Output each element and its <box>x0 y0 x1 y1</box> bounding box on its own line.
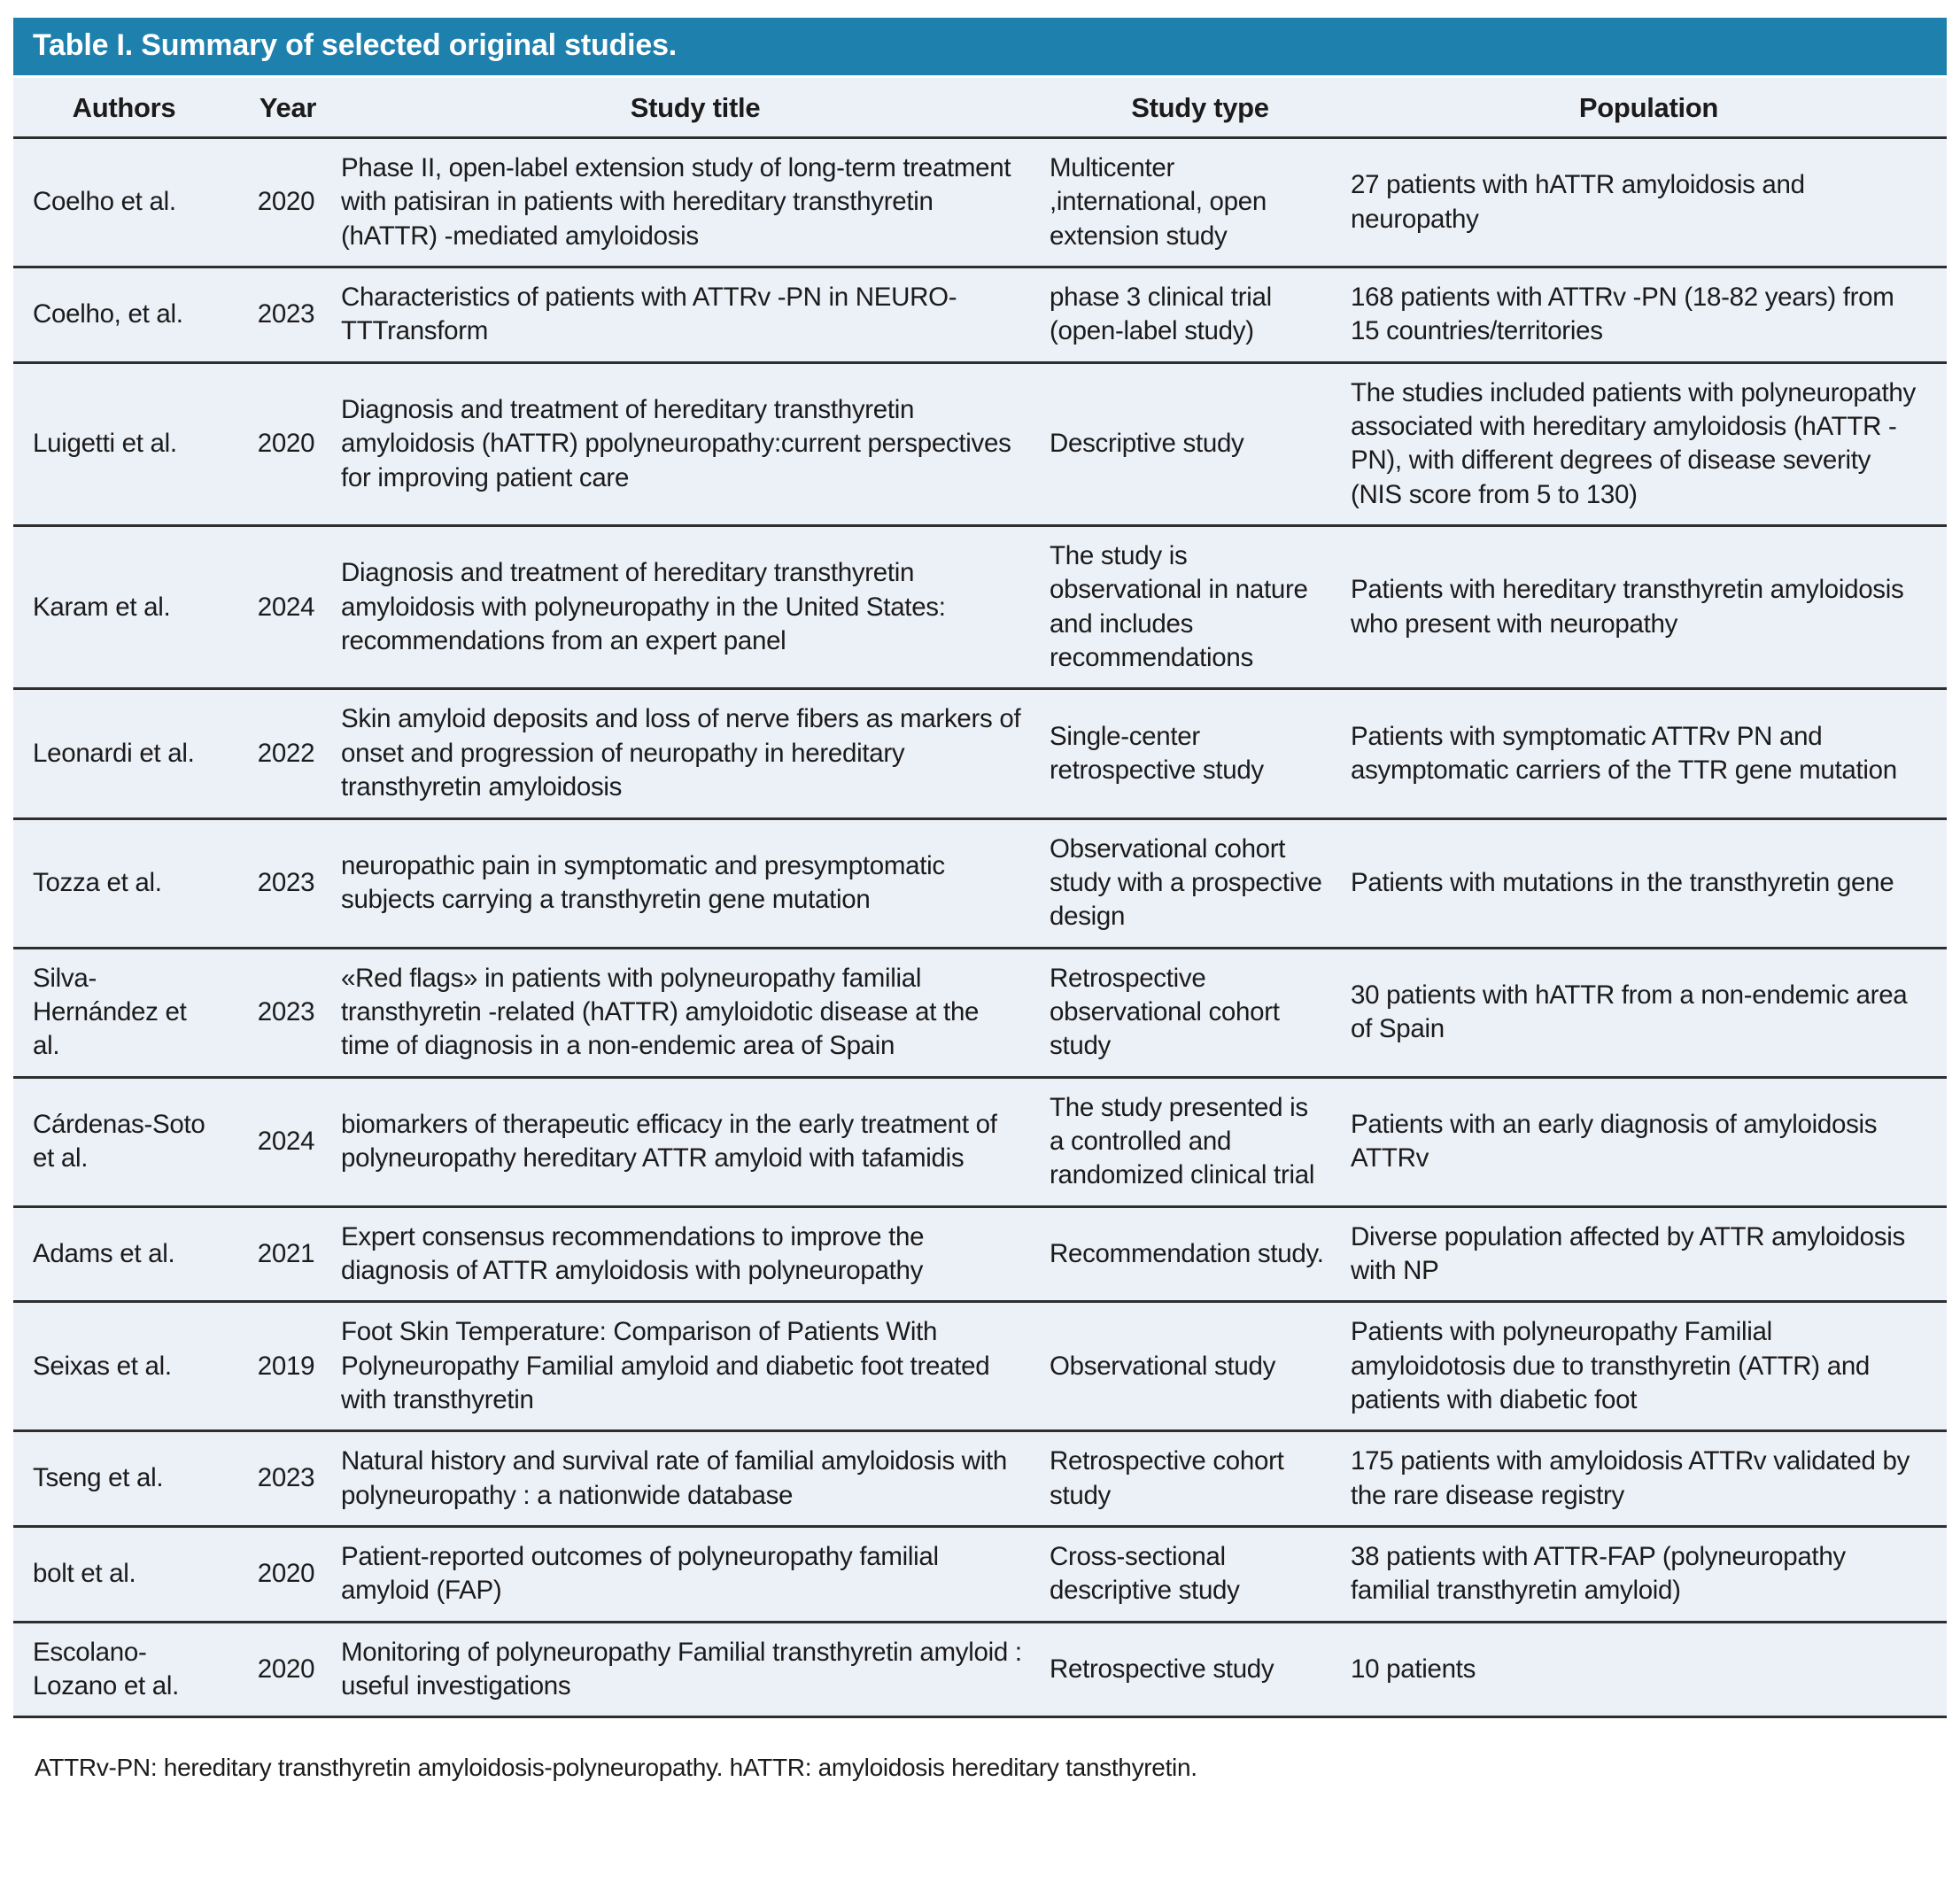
cell-population: The studies included patients with polyneuropathy associated with hereditary amyloidosis (hATTR - PN), with different degrees of disease severity (NIS score from 5 to 130) <box>1351 377 1916 509</box>
cell-year: 2020 <box>257 187 315 217</box>
cell-authors: Escolano-Lozano et al. <box>33 1637 180 1701</box>
cell-year: 2023 <box>257 867 315 897</box>
cell-authors: Leonardi et al. <box>33 738 195 768</box>
studies-table <box>13 78 1947 1718</box>
cell-study-type: Retrospective cohort study <box>1050 1446 1284 1510</box>
table-row <box>13 689 1947 818</box>
cell-authors: Seixas et al. <box>33 1351 172 1381</box>
column-header-title: Study title <box>630 92 761 123</box>
table-title-bar <box>13 18 1947 78</box>
cell-study-type: The study presented is a controlled and randomized clinical trial <box>1050 1092 1315 1190</box>
cell-year: 2023 <box>257 299 315 329</box>
cell-population: 175 patients with amyloidosis ATTRv validated by the rare disease registry <box>1351 1446 1910 1510</box>
cell-year: 2022 <box>257 738 315 768</box>
cell-study-title: Diagnosis and treatment of hereditary transthyretin amyloidosis with polyneuropathy in the United States: recommendations from an expert panel <box>341 558 946 655</box>
cell-population: Patients with an early diagnosis of amyloidosis ATTRv <box>1351 1109 1878 1174</box>
header-row <box>13 78 1947 138</box>
cell-study-type: The study is observational in nature and includes recommendations <box>1050 541 1308 673</box>
table-footnote: ATTRv-PN: hereditary transthyretin amyloidosis-polyneuropathy. hATTR: amyloidosis hereditary tansthyretin. <box>13 1718 1947 1809</box>
cell-authors: Coelho et al. <box>33 187 176 217</box>
cell-authors: Luigetti et al. <box>33 429 177 459</box>
cell-study-title: biomarkers of therapeutic efficacy in the early treatment of polyneuropathy hereditary ATTR amyloid with tafamidis <box>341 1109 997 1174</box>
cell-study-type: Retrospective study <box>1050 1654 1274 1684</box>
cell-study-type: Observational cohort study with a prospective design <box>1050 833 1322 932</box>
table-row <box>13 526 1947 689</box>
cell-study-type: Multicenter ,international, open extension study <box>1050 153 1267 251</box>
table-row <box>13 1206 1947 1302</box>
cell-study-type: Retrospective observational cohort study <box>1050 963 1280 1061</box>
cell-study-type: Observational study <box>1050 1351 1276 1381</box>
table-row <box>13 1077 1947 1206</box>
cell-study-type: phase 3 clinical trial (open-label study) <box>1050 283 1272 346</box>
cell-year: 2020 <box>257 429 315 459</box>
table-title: Table I. Summary of selected original studies. <box>33 28 678 62</box>
table-row <box>13 1431 1947 1527</box>
table-row <box>13 818 1947 948</box>
cell-authors: bolt et al. <box>33 1559 136 1589</box>
cell-population: Diverse population affected by ATTR amyloidosis with NP <box>1351 1221 1905 1285</box>
table-row <box>13 138 1947 267</box>
table-row <box>13 1527 1947 1623</box>
table-row <box>13 948 1947 1077</box>
cell-study-title: Phase II, open-label extension study of long-term treatment with patisiran in patients with hereditary transthyretin (hATTR) -mediated amyloidosis <box>341 153 1011 251</box>
cell-population: 38 patients with ATTR-FAP (polyneuropathy familial transthyretin amyloid) <box>1351 1542 1846 1606</box>
cell-study-title: neuropathic pain in symptomatic and presymptomatic subjects carrying a transthyretin gene mutation <box>341 850 945 915</box>
cell-population: Patients with mutations in the transthyretin gene <box>1351 867 1894 897</box>
cell-authors: Tozza et al. <box>33 867 162 897</box>
cell-study-title: «Red flags» in patients with polyneuropathy familial transthyretin -related (hATTR) amyloidotic disease at the time of diagnosis in a non-endemic area of Spain <box>341 963 980 1061</box>
cell-study-title: Diagnosis and treatment of hereditary transthyretin amyloidosis (hATTR) ppolyneuropathy:current perspectives for improving patient care <box>341 394 1011 492</box>
column-header-year: Year <box>259 92 317 123</box>
cell-study-title: Natural history and survival rate of familial amyloidosis with polyneuropathy : a nationwide database <box>341 1446 1007 1510</box>
cell-population: Patients with symptomatic ATTRv PN and asymptomatic carriers of the TTR gene mutation <box>1351 721 1897 785</box>
table-row <box>13 362 1947 525</box>
cell-population: 10 patients <box>1351 1654 1476 1684</box>
cell-study-type: Single-center retrospective study <box>1050 721 1264 785</box>
cell-authors: Coelho, et al. <box>33 299 183 329</box>
cell-population: 168 patients with ATTRv -PN (18-82 years) from 15 countries/territories <box>1351 283 1894 346</box>
cell-study-title: Characteristics of patients with ATTRv -PN in NEURO- TTTransform <box>341 283 957 346</box>
cell-year: 2023 <box>257 996 315 1026</box>
cell-study-type: Cross-sectional descriptive study <box>1050 1542 1240 1606</box>
cell-year: 2024 <box>257 592 315 622</box>
cell-year: 2023 <box>257 1463 315 1493</box>
cell-authors: Silva-Hernández et al. <box>33 963 187 1061</box>
cell-authors: Karam et al. <box>33 592 171 622</box>
cell-year: 2020 <box>257 1654 315 1684</box>
cell-year: 2024 <box>257 1126 315 1156</box>
cell-authors: Adams et al. <box>33 1238 175 1268</box>
table-row <box>13 267 1947 363</box>
cell-authors: Tseng et al. <box>33 1463 164 1493</box>
cell-study-type: Recommendation study. <box>1050 1238 1324 1268</box>
cell-study-type: Descriptive study <box>1050 429 1244 459</box>
column-header-type: Study type <box>1131 92 1269 123</box>
table-row <box>13 1302 1947 1431</box>
cell-year: 2021 <box>257 1238 315 1268</box>
cell-population: Patients with polyneuropathy Familial amyloidotosis due to transthyretin (ATTR) and patients with diabetic foot <box>1351 1317 1871 1414</box>
cell-study-title: Patient-reported outcomes of polyneuropathy familial amyloid (FAP) <box>341 1542 939 1606</box>
cell-year: 2019 <box>257 1351 315 1381</box>
cell-study-title: Foot Skin Temperature: Comparison of Patients With Polyneuropathy Familial amyloid and diabetic foot treated with transthyretin <box>341 1317 990 1414</box>
cell-population: Patients with hereditary transthyretin amyloidosis who present with neuropathy <box>1351 575 1904 639</box>
cell-authors: Cárdenas-Soto et al. <box>33 1109 205 1174</box>
cell-year: 2020 <box>257 1559 315 1589</box>
table-row <box>13 1622 1947 1717</box>
cell-population: 27 patients with hATTR amyloidosis and neuropathy <box>1351 170 1805 234</box>
column-header-authors: Authors <box>72 92 176 123</box>
cell-study-title: Skin amyloid deposits and loss of nerve fibers as markers of onset and progression of neuropathy in hereditary transthyretin amyloidosis <box>341 704 1021 802</box>
column-header-population: Population <box>1578 92 1719 123</box>
cell-study-title: Monitoring of polyneuropathy Familial transthyretin amyloid : useful investigations <box>341 1637 1022 1701</box>
cell-population: 30 patients with hATTR from a non-endemic area of Spain <box>1351 980 1908 1044</box>
cell-study-title: Expert consensus recommendations to improve the diagnosis of ATTR amyloidosis with polyneuropathy <box>341 1221 925 1285</box>
